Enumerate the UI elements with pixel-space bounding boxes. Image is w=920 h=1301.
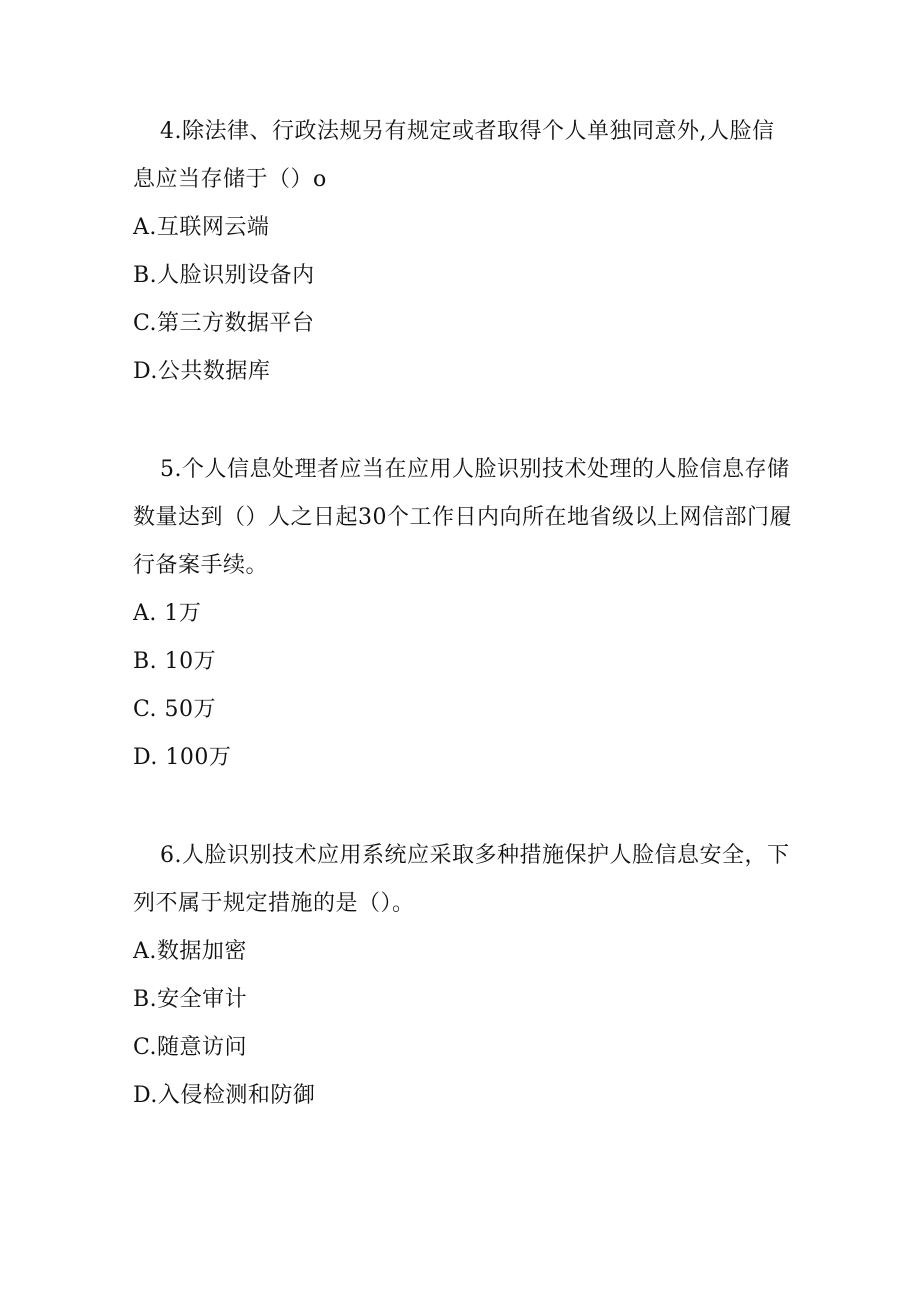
question-stem: 5.个人信息处理者应当在应用人脸识别技术处理的人脸信息存储数量达到（）人之日起30个工作日内向所在地省级以上网信部门履行备案手续。 (133, 457, 792, 578)
option-a: A. 1万 (133, 601, 202, 626)
option-b: B. 10万 (133, 649, 217, 674)
option-a: A.数据加密 (133, 939, 247, 964)
option-d: D.公共数据库 (133, 359, 271, 384)
option-d: D.入侵检测和防御 (133, 1083, 316, 1108)
option-c: C.第三方数据平台 (133, 311, 315, 336)
question-4 (133, 108, 793, 396)
question-6 (133, 832, 793, 1120)
option-c: C. 50万 (133, 697, 217, 722)
question-stem: 4.除法律、行政法规另有规定或者取得个人单独同意外,人脸信息应当存储于（）o (133, 119, 775, 192)
option-b: B.人脸识别设备内 (133, 263, 315, 288)
option-d: D. 100万 (133, 745, 232, 770)
option-b: B.安全审计 (133, 987, 248, 1012)
option-a: A.互联网云端 (133, 215, 270, 240)
question-stem: 6.人脸识别技术应用系统应采取多种措施保护人脸信息安全，下列不属于规定措施的是（）。 (133, 843, 790, 916)
option-c: C.随意访问 (133, 1035, 248, 1060)
question-5 (133, 446, 793, 782)
